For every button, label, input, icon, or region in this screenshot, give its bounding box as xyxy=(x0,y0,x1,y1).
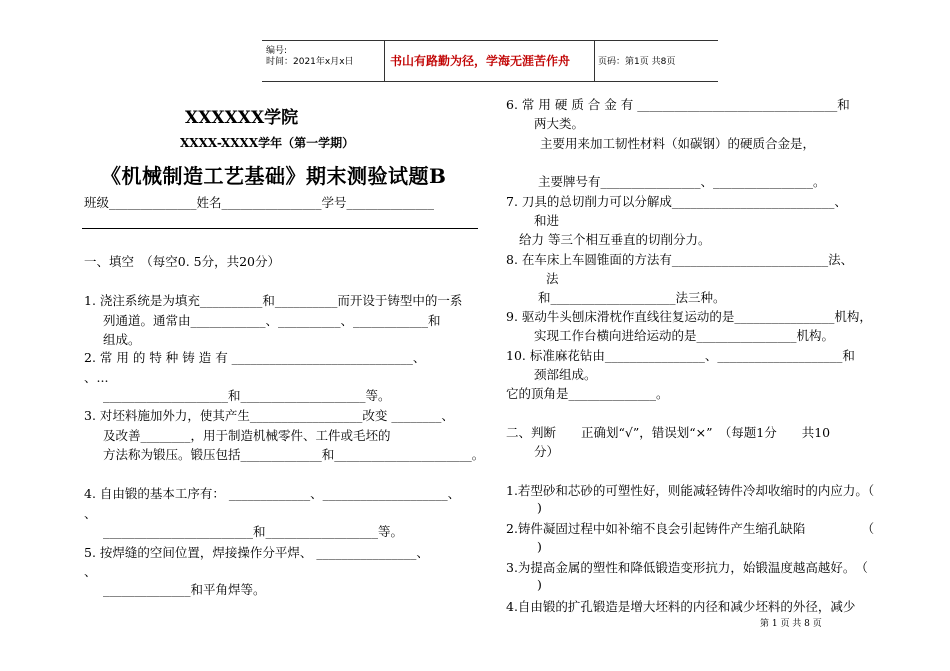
section1-heading: 一、填空 （每空0. 5分，共20分） xyxy=(84,254,281,269)
q5-line: 、 xyxy=(84,564,97,579)
header-page-cell xyxy=(594,41,718,81)
section2-heading-cont: 分） xyxy=(534,444,560,459)
q3-line: 方法称为锻压。锻压包括_____________和______________________。 xyxy=(103,447,485,462)
q9-line: 9. 驱动牛头刨床滑枕作直线往复运动的是________________机构， xyxy=(506,309,872,324)
q7-line: 给力 等三个相互垂直的切削分力。 xyxy=(519,232,711,247)
q3-line: 3. 对坯料施加外力，使其产生__________________改变 ________、 xyxy=(84,408,454,423)
judge-item: ) xyxy=(537,500,542,515)
q3-line: 及改善________，用于制造机械零件、工件或毛坯的 xyxy=(103,428,391,443)
section2-heading: 二、判断 正确划“√”，错误划“×” （每题1分 共10 xyxy=(506,425,831,440)
judge-item: 1.若型砂和芯砂的可塑性好，则能减轻铸件冷却收缩时的内应力。（ xyxy=(506,483,875,498)
q8-line: 8. 在车床上车圆锥面的方法有_________________________法、 xyxy=(506,252,854,267)
judge-item: 2.铸件凝固过程中如补缩不良会引起铸件产生缩孔缺陷 （ xyxy=(506,521,875,536)
q9-line: 实现工作台横向进给运动的是________________机构。 xyxy=(534,328,835,343)
q10-line: 它的顶角是______________。 xyxy=(506,386,669,401)
judge-item: 4.自由锻的扩孔锻造是增大坯料的内径和减少坯料的外径，减少 xyxy=(506,599,856,614)
serial-label: 编号: xyxy=(266,46,288,56)
q2-line: ____________________和____________________等。 xyxy=(103,388,391,403)
q6-line: 两大类。 xyxy=(534,116,585,131)
q1-line: 组成。 xyxy=(103,332,141,347)
judge-item: ) xyxy=(537,577,542,592)
student-info: 班级______________姓名________________学号______________ xyxy=(84,195,435,210)
q4-line: 4. 自由锻的基本工序有： _____________、____________________、 xyxy=(84,486,461,501)
q7-line: 和进 xyxy=(534,213,560,228)
school-name: XXXXXX学院 xyxy=(185,108,299,128)
q1-line: 列通道。通常由____________、__________、____________和 xyxy=(103,313,441,328)
academic-year: XXXX-XXXX学年（第一学期） xyxy=(180,136,355,150)
q8-line: 和____________________法三种。 xyxy=(538,290,726,305)
q4-line: ________________________和__________________等。 xyxy=(103,524,404,539)
q6-line: 6. 常 用 硬 质 合 金 有 ________________________________和 xyxy=(506,97,850,112)
page-header xyxy=(262,40,718,82)
q6-line: 主要牌号有________________、________________。 xyxy=(538,174,826,189)
q5-line: ______________和平角焊等。 xyxy=(103,582,266,597)
page-footer: 第 1 页 共 8 页 xyxy=(760,619,822,629)
q7-line: 7. 刀具的总切削力可以分解成__________________________、 xyxy=(506,194,847,209)
time-label: 时间：2021年x月x日 xyxy=(266,57,354,67)
header-meta-cell xyxy=(262,41,385,81)
page-label: 页码：第1页 共8页 xyxy=(598,57,676,67)
q1-line: 1. 浇注系统是为填充__________和__________而开设于铸型中的一系 xyxy=(84,293,463,308)
q10-line: 颈部组成。 xyxy=(534,367,597,382)
q2-line: 2. 常 用 的 特 种 铸 造 有 _____________________________、 xyxy=(84,350,426,365)
q2-line: 、... xyxy=(84,370,109,385)
q6-line: 主要用来加工韧性材料（如碳钢）的硬质合金是， xyxy=(540,136,816,151)
q8-line: 法 xyxy=(546,271,559,286)
q10-line: 10. 标准麻花钻由________________、____________________和 xyxy=(506,348,855,363)
header-motto-cell xyxy=(384,41,595,81)
divider-line xyxy=(82,228,478,229)
judge-item: ) xyxy=(537,539,542,554)
q5-line: 5. 按焊缝的空间位置，焊接操作分平焊、 ________________、 xyxy=(84,545,429,560)
exam-title: 《机械制造工艺基础》期末测验试题B xyxy=(101,164,447,188)
motto: 书山有路勤为径，学海无涯苦作舟 xyxy=(390,54,571,68)
judge-item: 3.为提高金属的塑性和降低锻造变形抗力，始锻温度越高越好。 （ xyxy=(506,560,868,575)
q4-line: 、 xyxy=(84,506,97,521)
